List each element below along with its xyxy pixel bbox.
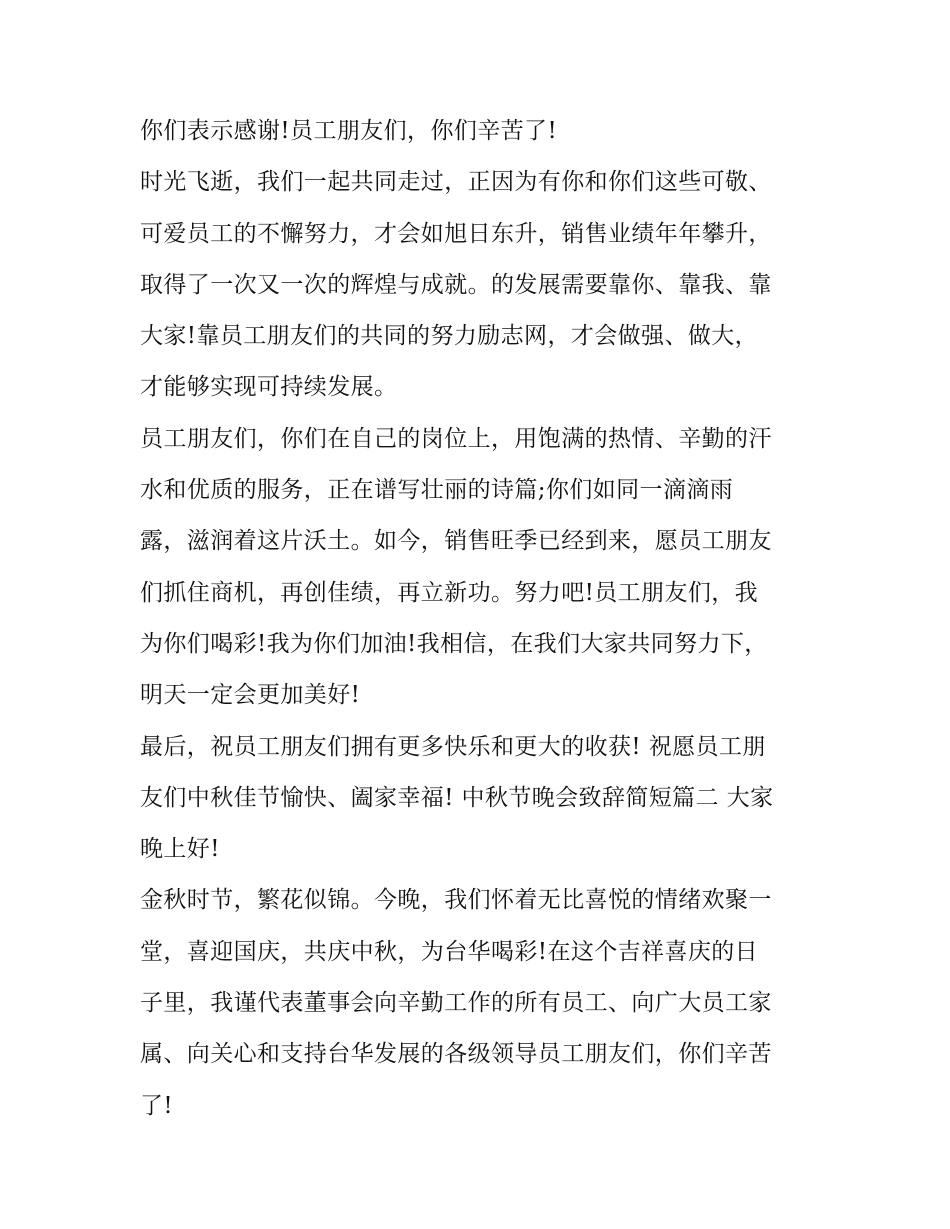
text-line: 最后，祝员工朋友们拥有更多快乐和更大的收获! 祝愿员工朋: [140, 733, 766, 760]
text-line: 大家!靠员工朋友们的共同的努力励志网，才会做强、做大，: [140, 323, 759, 350]
text-line: 们抓住商机，再创佳绩，再立新功。努力吧!员工朋友们，我: [140, 579, 759, 606]
text-line: 堂，喜迎国庆，共庆中秋，为台华喝彩!在这个吉祥喜庆的日: [140, 938, 759, 965]
text-line: 你们表示感谢!员工朋友们，你们辛苦了!: [140, 118, 558, 144]
text-line: 晚上好!: [140, 836, 220, 863]
text-line: 子里，我谨代表董事会向辛勤工作的所有员工、向广大员工家: [140, 990, 772, 1017]
text-line: 才能够实现可持续发展。: [140, 374, 398, 401]
text-line: 属、向关心和支持台华发展的各级领导员工朋友们，你们辛苦: [140, 1041, 772, 1068]
text-line: 水和优质的服务，正在谱写壮丽的诗篇;你们如同一滴滴雨: [140, 477, 734, 504]
text-line: 明天一定会更加美好!: [140, 682, 361, 709]
text-line: 金秋时节，繁花似锦。今晚，我们怀着无比喜悦的情绪欢聚一: [140, 887, 772, 914]
text-line: 露，滋润着这片沃土。如今，销售旺季已经到来，愿员工朋友: [140, 528, 772, 555]
document-body: [140, 106, 830, 1132]
text-line: 了!: [140, 1092, 174, 1119]
text-line: 友们中秋佳节愉快、阖家幸福! 中秋节晚会致辞简短篇二 大家: [140, 784, 774, 811]
text-line: 员工朋友们，你们在自己的岗位上，用饱满的热情、辛勤的汗: [140, 425, 772, 452]
text-line: 可爱员工的不懈努力，才会如旭日东升，销售业绩年年攀升，: [140, 220, 772, 247]
text-line: 取得了一次又一次的辉煌与成就。的发展需要靠你、靠我、靠: [140, 271, 772, 298]
text-line: 为你们喝彩!我为你们加油!我相信，在我们大家共同努力下，: [140, 630, 768, 657]
text-line: 时光飞逝，我们一起共同走过，正因为有你和你们这些可敬、: [140, 169, 772, 196]
